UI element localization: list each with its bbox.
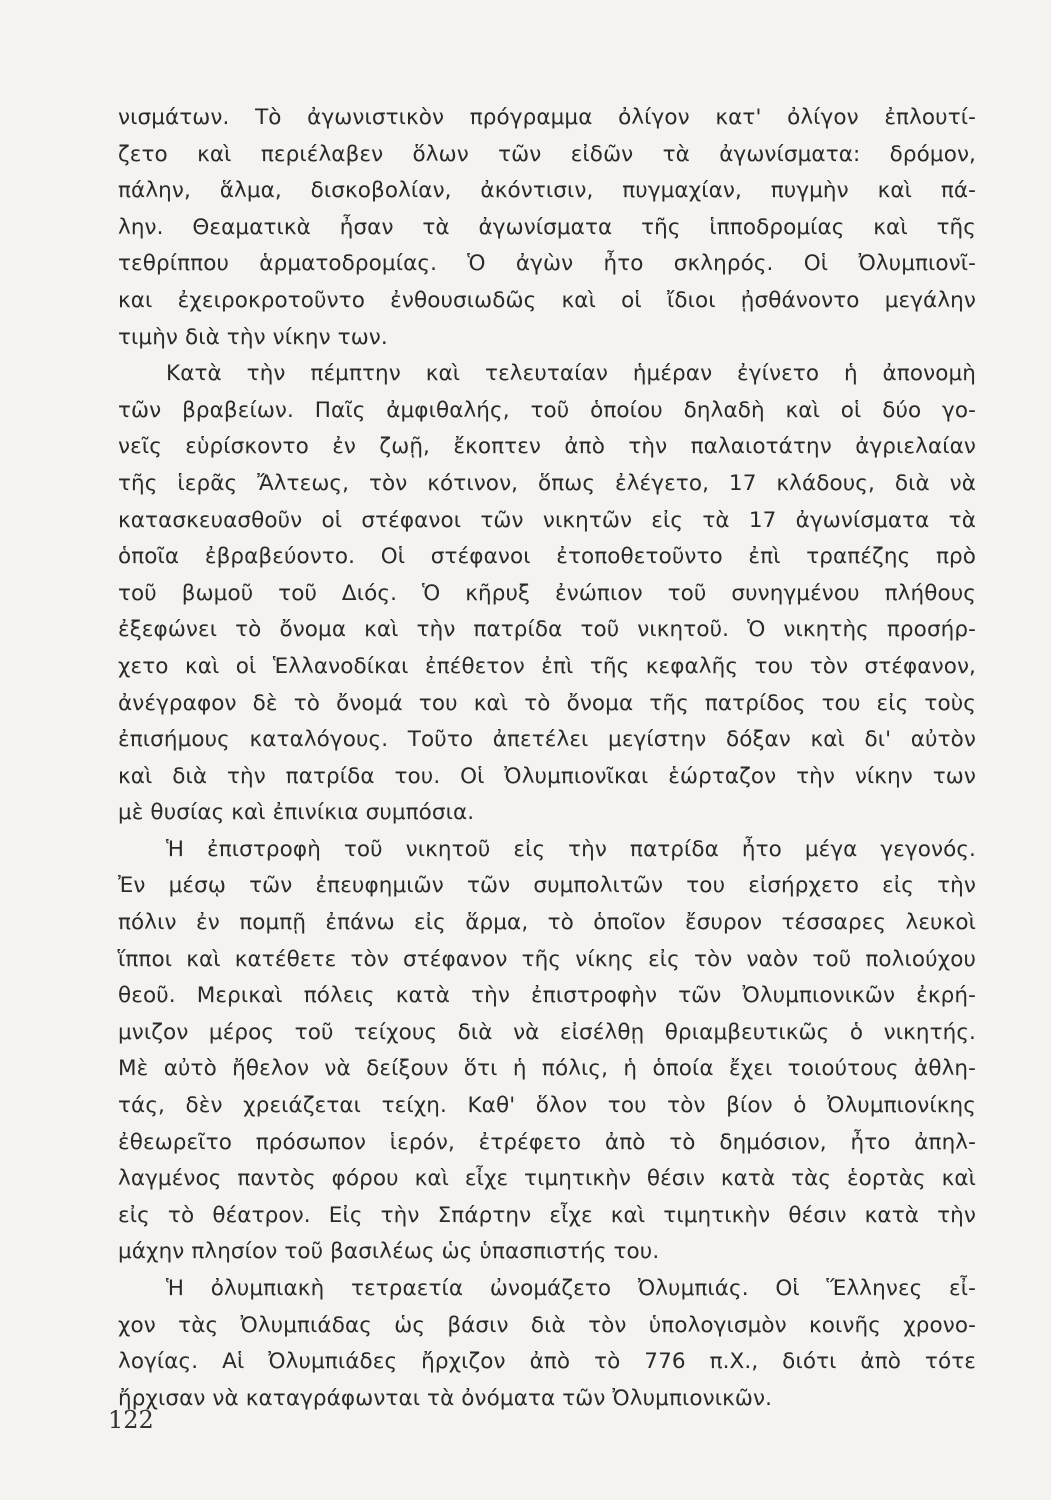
text-line: λην. Θεαματικὰ ἦσαν τὰ ἀγωνίσματα τῆς ἱπποδρομίας καὶ τῆς [118, 214, 976, 240]
text-line: κατασκευασθοῦν οἱ στέφανοι τῶν νικητῶν εἰς τὰ 17 ἀγωνίσματα τὰ [118, 507, 976, 533]
text-line: χετο καὶ οἱ Ἑλλανοδίκαι ἐπέθετον ἐπὶ τῆς κεφαλῆς του τὸν στέφανον, [118, 653, 976, 679]
text-line: μὲ θυσίας καὶ ἐπινίκια συμπόσια. [118, 800, 475, 826]
text-line: λογίας. Αἱ Ὀλυμπιάδες ἤρχιζον ἀπὸ τὸ 776 π.Χ., διότι ἀπὸ τότε [118, 1349, 976, 1375]
text-line: λαγμένος παντὸς φόρου καὶ εἶχε τιμητικὴν θέσιν κατὰ τὰς ἑορτὰς καὶ [118, 1166, 976, 1192]
text-line: τοῦ βωμοῦ τοῦ Διός. Ὁ κῆρυξ ἐνώπιον τοῦ συνηγμένου πλήθους [118, 580, 976, 606]
text-line: τάς, δὲν χρειάζεται τείχη. Καθ' ὅλον του τὸν βίον ὁ Ὀλυμπιονίκης [118, 1093, 976, 1119]
text-line: θεοῦ. Μερικαὶ πόλεις κατὰ τὴν ἐπιστροφὴν τῶν Ὀλυμπιονικῶν ἐκρή- [118, 983, 976, 1009]
text-line: μνιζον μέρος τοῦ τείχους διὰ νὰ εἰσέλθῃ θριαμβευτικῶς ὁ νικητής. [118, 1019, 976, 1045]
text-line: και ἐχειροκροτοῦντο ἐνθουσιωδῶς καὶ οἱ ἴδιοι ᾐσθάνοντο μεγάλην [118, 287, 976, 313]
text-line: ἐξεφώνει τὸ ὄνομα καὶ τὴν πατρίδα τοῦ νικητοῦ. Ὁ νικητὴς προσήρ- [118, 617, 976, 643]
text-line: Ἡ ἐπιστροφὴ τοῦ νικητοῦ εἰς τὴν πατρίδα ἦτο μέγα γεγονός. [166, 836, 976, 862]
body-text [118, 100, 976, 1417]
text-line: Κατὰ τὴν πέμπτην καὶ τελευταίαν ἡμέραν ἐγίνετο ἡ ἀπονομὴ [166, 361, 976, 387]
page-number: 122 [108, 1406, 154, 1434]
text-line: ἐθεωρεῖτο πρόσωπον ἱερόν, ἐτρέφετο ἀπὸ τὸ δημόσιον, ἦτο ἀπηλ- [118, 1129, 976, 1155]
text-line: Ἐν μέσῳ τῶν ἐπευφημιῶν τῶν συμπολιτῶν του εἰσήρχετο εἰς τὴν [118, 873, 976, 899]
text-line: καὶ διὰ τὴν πατρίδα του. Οἱ Ὀλυμπιονῖκαι ἑώρταζον τὴν νίκην των [118, 763, 976, 789]
text-line: τεθρίππου ἁρματοδρομίας. Ὁ ἀγὼν ἦτο σκληρός. Οἱ Ὀλυμπιονῖ- [118, 251, 976, 277]
text-line: εἰς τὸ θέατρον. Εἰς τὴν Σπάρτην εἶχε καὶ τιμητικὴν θέσιν κατὰ τὴν [118, 1202, 976, 1228]
text-line: ἵπποι καὶ κατέθετε τὸν στέφανον τῆς νίκης εἰς τὸν ναὸν τοῦ πολιούχου [118, 946, 976, 972]
text-line: νισμάτων. Τὸ ἀγωνιστικὸν πρόγραμμα ὀλίγον κατ' ὀλίγον ἐπλουτί- [118, 105, 976, 130]
text-line: ὁποῖα ἐβραβεύοντο. Οἱ στέφανοι ἐτοποθετοῦντο ἐπὶ τραπέζης πρὸ [118, 544, 976, 570]
text-line: τιμὴν διὰ τὴν νίκην των. [118, 324, 388, 350]
text-line: πόλιν ἐν πομπῇ ἐπάνω εἰς ἅρμα, τὸ ὁποῖον ἔσυρον τέσσαρες λευκοὶ [118, 910, 976, 936]
text-line: τῶν βραβείων. Παῖς ἀμφιθαλής, τοῦ ὁποίου δηλαδὴ καὶ οἱ δύο γο- [118, 397, 976, 423]
text-line: τῆς ἱερᾶς Ἄλτεως, τὸν κότινον, ὅπως ἐλέγετο, 17 κλάδους, διὰ νὰ [118, 470, 976, 496]
text-line: ἀνέγραφον δὲ τὸ ὄνομά του καὶ τὸ ὄνομα τῆς πατρίδος του εἰς τοὺς [118, 690, 976, 716]
text-line: χον τὰς Ὀλυμπιάδας ὡς βάσιν διὰ τὸν ὑπολογισμὸν κοινῆς χρονο- [118, 1312, 976, 1338]
text-line: ἤρχισαν νὰ καταγράφωνται τὰ ὀνόματα τῶν Ὀλυμπιονικῶν. [118, 1385, 773, 1411]
text-line: Ἡ ὀλυμπιακὴ τετραετία ὠνομάζετο Ὀλυμπιάς. Οἱ Ἕλληνες εἶ- [166, 1276, 976, 1301]
text-line: ζετο καὶ περιέλαβεν ὅλων τῶν εἰδῶν τὰ ἀγωνίσματα: δρόμον, [118, 141, 976, 167]
text-line: πάλην, ἅλμα, δισκοβολίαν, ἀκόντισιν, πυγμαχίαν, πυγμὴν καὶ πά- [118, 178, 976, 204]
text-line: μάχην πλησίον τοῦ βασιλέως ὡς ὑπασπιστής του. [118, 1239, 660, 1265]
text-line: νεῖς εὑρίσκοντο ἐν ζωῇ, ἔκοπτεν ἀπὸ τὴν παλαιοτάτην ἀγριελαίαν [118, 434, 976, 460]
text-line: ἐπισήμους καταλόγους. Τοῦτο ἀπετέλει μεγίστην δόξαν καὶ δι' αὐτὸν [118, 727, 976, 753]
text-line: Μὲ αὐτὸ ἤθελον νὰ δείξουν ὅτι ἡ πόλις, ἡ ὁποία ἔχει τοιούτους ἀθλη- [118, 1056, 976, 1082]
